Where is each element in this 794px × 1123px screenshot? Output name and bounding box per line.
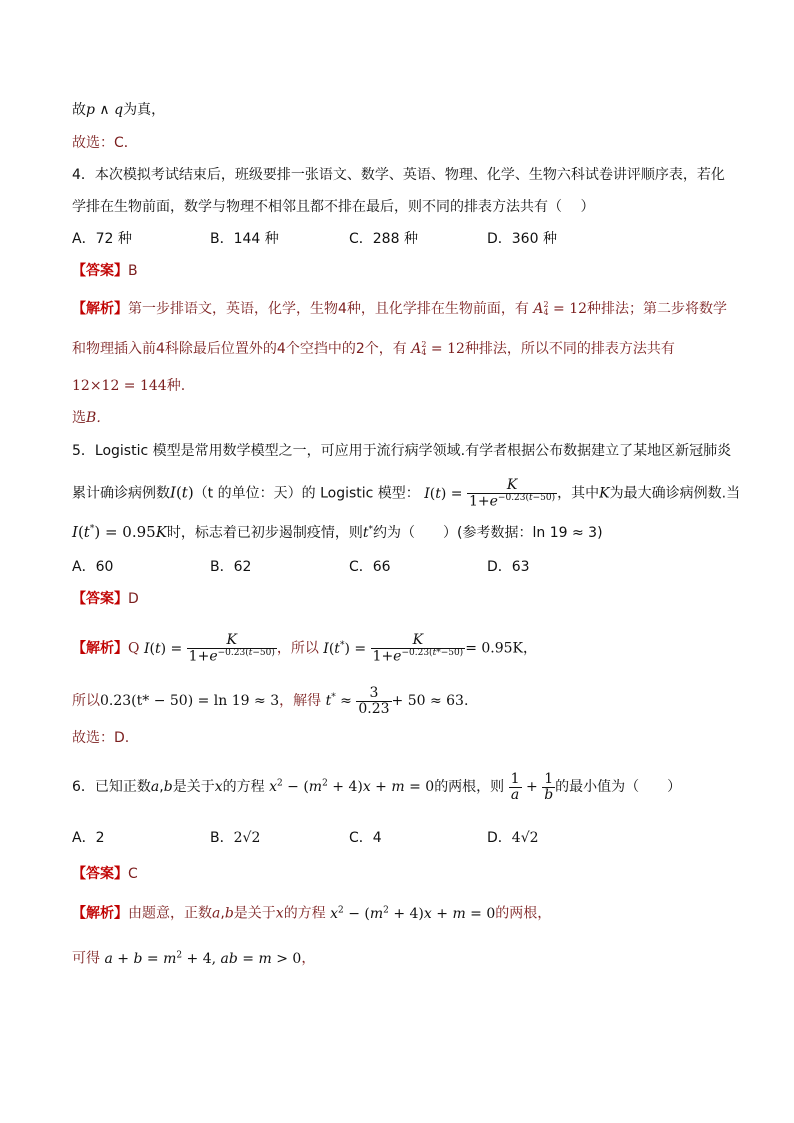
q6-stem: 6．已知正数a,b是关于x的方程 $x^2 - (m^2 + 4)x + m = 0$的两根，则 $\frac{1}{a}$ + $\frac{1}{b}$ 的最小值为（ ） <box>72 771 682 803</box>
q5-analysis-line2: 所以0.23(t* − 50) = ln 19 ≈ 3，解得 t* ≈ $\frac{3}{0.23}$ + 50 ≈ 63. <box>72 685 469 717</box>
q4-analysis-line1: 【解析】第一步排语文，英语，化学，生物4种，且化学排在生物前面，有 A 2 4 = 12种排法；第二步将数学 <box>72 300 728 317</box>
q5-option-c: C．66 <box>349 559 391 575</box>
prev-choice: 故选：C． <box>72 135 138 151</box>
logistic-formula: I(t) = $\frac{K}{1+e^{-0.23(t-50)}}$ <box>424 477 556 510</box>
q6-option-b: B．2√2 <box>210 830 261 846</box>
q5-option-d: D．63 <box>487 559 530 575</box>
q4-option-a: A．72 种 <box>72 231 132 247</box>
q4-option-c: C．288 种 <box>349 231 418 247</box>
q5-answer: 【答案】D <box>72 591 139 607</box>
answer-tag: 【答案】 <box>72 263 128 279</box>
prev-conclusion: 故p ∧ q为真， <box>72 102 166 118</box>
perm-formula-2: A 2 4 = 12 <box>411 340 465 357</box>
q4-answer: 【答案】B <box>72 263 138 279</box>
q4-analysis-line2: 和物理插入前4科除最后位置外的4个空挡中的2个，有 A 2 4 = 12种排法，所以不同的排表方法共有 <box>72 340 675 357</box>
q6-analysis-line1: 【解析】由题意，正数a,b是关于x的方程 $x^2 - (m^2 + 4)x + m = 0$的两根， <box>72 905 552 922</box>
q6-answer: 【答案】C <box>72 866 138 882</box>
q5-option-a: A．60 <box>72 559 114 575</box>
q6-analysis-line2: 可得 $a + b = m^2 + 4$, ab = m > 0， <box>72 950 316 967</box>
q5-stem-line1: 5．Logistic 模型是常用数学模型之一，可应用于流行病学领域.有学者根据公布数据建立了某地区新冠肺炎 <box>72 443 732 459</box>
perm-formula: A 2 4 = 12 <box>533 300 588 317</box>
q4-option-b: B．144 种 <box>210 231 279 247</box>
q6-option-c: C．4 <box>349 830 382 846</box>
q6-option-d: D．4√2 <box>487 830 539 846</box>
q5-analysis-line1: 【解析】Q I(t) = $\frac{K}{1+e^{-0.23(t-50)}}$ ，所以 I(t*) = $\frac{K}{1+e^{-0.23(t*-50)}}$ = 0.95K， <box>72 632 538 665</box>
q4-choice: 选B． <box>72 410 111 426</box>
q5-stem-line2: 累计确诊病例数I(t)（t 的单位：天）的 Logistic 模型： I(t) = $\frac{K}{1+e^{-0.23(t-50)}}$ ，其中K为最大确诊病例数.当 <box>72 477 741 510</box>
q4-option-d: D．360 种 <box>487 231 557 247</box>
q4-stem-line1: 4．本次模拟考试结束后，班级要排一张语文、数学、英语、物理、化学、生物六科试卷讲评顺序表，若化 <box>72 167 725 183</box>
q5-option-b: B．62 <box>210 559 252 575</box>
q5-choice: 故选：D. <box>72 730 130 746</box>
q6-option-a: A．2 <box>72 830 105 846</box>
q4-stem-line2: 学排在生物前面，数学与物理不相邻且都不排在最后，则不同的排表方法共有（ ） <box>72 199 595 215</box>
q5-stem-line3: I(t*) = 0.95K时，标志着已初步遏制疫情，则t*约为（ ）(参考数据：ln 19 ≈ 3) <box>72 523 603 541</box>
q4-analysis-line3: 12×12 = 144种. <box>72 378 186 394</box>
quadratic-equation: $x^2 - (m^2 + 4)x + m = 0$ <box>269 778 435 796</box>
